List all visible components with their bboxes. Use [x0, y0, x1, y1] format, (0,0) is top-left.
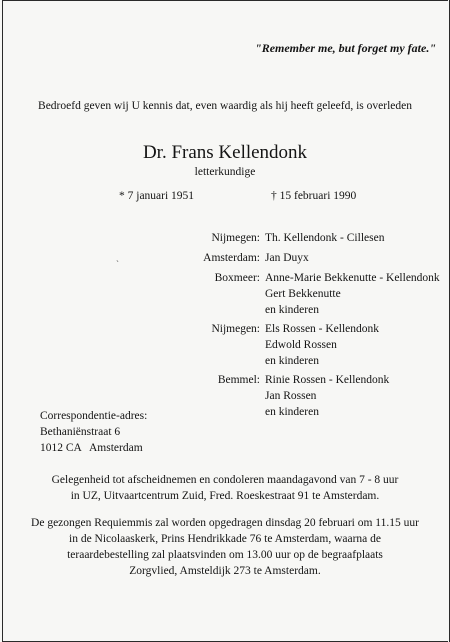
correspondence-label: Correspondentie-adres: — [40, 410, 148, 422]
card-border-left — [2, 0, 3, 642]
notice-line: in de Nicolaaskerk, Prins Hendrikkade 76 te Amsterdam, waarna de — [69, 533, 381, 545]
deceased-name: Dr. Frans Kellendonk — [142, 142, 308, 163]
family-member: Els Rossen - Kellendonk — [265, 323, 380, 335]
notice-line: teraardebestelling zal plaatsvinden om 13.00 uur op de begraafplaats — [67, 549, 383, 561]
family-member: Gert Bekkenutte — [265, 288, 341, 300]
family-member: Jan Rossen — [265, 390, 317, 402]
family-member: en kinderen — [265, 355, 319, 367]
family-place: Bemmel: — [217, 374, 260, 386]
epigraph-quote: "Remember me, but forget my fate." — [255, 41, 436, 55]
family-place: Nijmegen: — [211, 232, 260, 244]
notice-line: Zorgvlied, Amsteldijk 273 te Amsterdam. — [129, 565, 321, 577]
family-member: Jan Duyx — [265, 252, 309, 264]
notice-line: De gezongen Requiemmis zal worden opgedragen dinsdag 20 februari om 11.15 uur — [31, 517, 419, 529]
birth-date: * 7 januari 1951 — [119, 190, 195, 202]
death-date: † 15 februari 1990 — [271, 190, 357, 202]
family-member: Anne-Marie Bekkenutte - Kellendonk — [265, 272, 440, 284]
family-place: Amsterdam: — [203, 252, 260, 264]
stray-mark: ˎ — [116, 252, 119, 262]
card-border-top — [2, 0, 448, 1]
family-member: Edwold Rossen — [265, 339, 337, 351]
family-place: Boxmeer: — [214, 272, 260, 284]
correspondence-city: Amsterdam — [89, 442, 143, 454]
deceased-profession: letterkundige — [194, 166, 256, 178]
family-member: Th. Kellendonk - Cillesen — [265, 232, 385, 244]
family-place: Nijmegen: — [211, 323, 260, 335]
family-member: en kinderen — [265, 406, 319, 418]
notice-line: Gelegenheid tot afscheidnemen en condoleren maandagavond van 7 - 8 uur — [51, 474, 399, 486]
family-member: Rinie Rossen - Kellendonk — [265, 374, 390, 386]
correspondence-street: Bethaniënstraat 6 — [40, 426, 121, 438]
correspondence-postcode: 1012 CA — [40, 442, 82, 454]
family-member: en kinderen — [265, 304, 319, 316]
notice-line: in UZ, Uitvaartcentrum Zuid, Fred. Roeskestraat 91 te Amsterdam. — [70, 490, 380, 502]
intro-text: Bedroefd geven wij U kennis dat, even waardig als hij heeft geleefd, is overleden — [38, 100, 412, 112]
